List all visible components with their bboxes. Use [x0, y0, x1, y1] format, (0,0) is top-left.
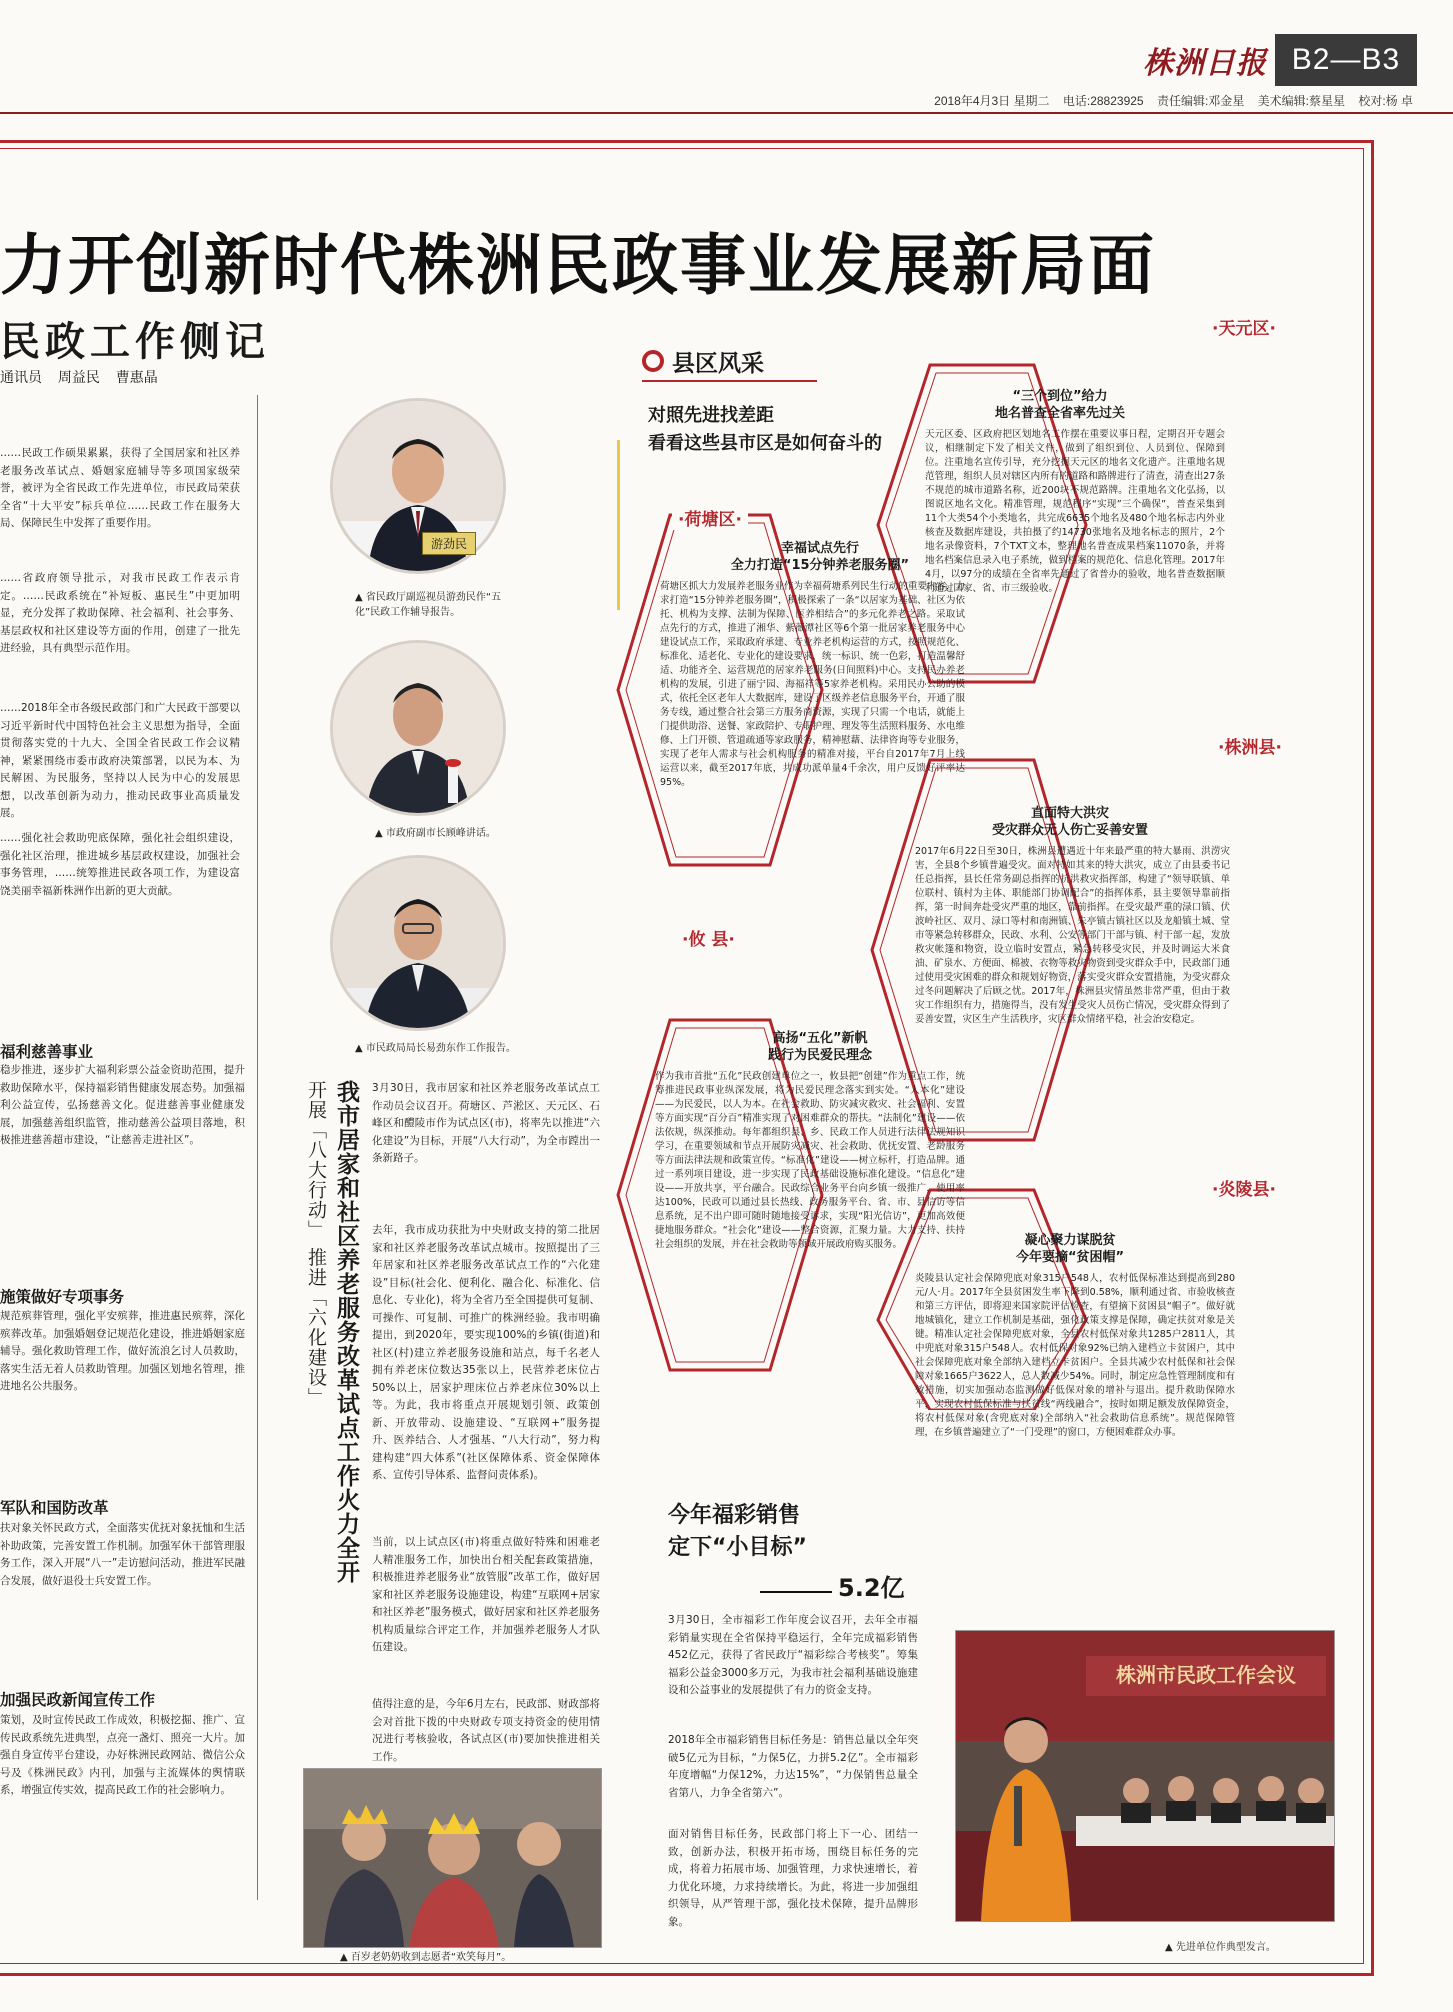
- lead-paragraph-4: ……强化社会救助兜底保障，强化社会组织建设，强化社区治理，推进城乡基层政权建设，加强社会事务管理，……统筹推进民政各项工作，为建设富饶美丽幸福新株洲作出新的更大贡献。: [0, 832, 240, 897]
- byline: [0, 367, 170, 387]
- section-heading-military: 军队和国防改革: [0, 1499, 109, 1517]
- portrait-caption-3: ▲ 市民政局局长易劲东作工作报告。: [355, 1043, 516, 1054]
- hex-body-tianyuan: 天元区委、区政府把区划地名工作摆在重要议事日程，定期召开专题会议，相继制定下发了相关文件，做到了组织到位、人员到位、保障到位。注重地名宣传引导，充分挖掘天元区的地名文化遗产。注重地名规范管理，组织人员对辖区内所有的道路和路牌进行了清查，清查出27条不规范的城市道路名称，近200块不规范路牌。注重地名文化弘扬，以图说区地名文化。精准管理，规范程序“实现”三个确保”，普查采集到11个大类54个小类地名，共完成6635个地名及480个地名标志内外业核查及数据库建设，共拍摄了约14730张地名及地名标志的照片，2个地名录像资料，7个TXT文本，整理地名普查成果档案11070条，并将地名档案信息录入电子系统，做到档案的规范化、信息化管理。2017年4月，以97分的成绩在全省率先通过了省普办的验收，地名普查数据顺利通过国家、省、市三级验收。: [925, 429, 1225, 594]
- byline-author-2: 曹惠晶: [115, 369, 158, 385]
- portrait-photo-1: [330, 398, 506, 574]
- portrait-illustration-2: [333, 643, 503, 813]
- hex-title-yanling-2: 今年要摘“贫困帽”: [1015, 1250, 1125, 1265]
- masthead-rule: [0, 112, 1453, 114]
- hex-title-tianyuan-1: “三个到位”给力: [1012, 389, 1108, 404]
- section-body-publicity: 策划，及时宣传民政工作成效，积极挖掘、推广、宣传民政系统先进典型，点亮一盏灯、照亮一大片。加强自身宣传平台建设，办好株洲民政网站、微信公众号及《株洲民政》内刊，加强与主流媒体的舆情联系，增强宣传实效，提高民政工作的社会影响力。: [0, 1714, 245, 1796]
- hex-title-zhuzhou-2: 受灾群众无人伤亡妥善安置: [991, 823, 1148, 838]
- hex-title-zhuzhou: [970, 805, 1170, 839]
- section-heading-affairs: 施策做好专项事务: [0, 1288, 125, 1306]
- tag-tianyuan: ·天元区·: [1206, 314, 1282, 339]
- hex-title-tianyuan-2: 地名普查全省率先过关: [994, 406, 1125, 421]
- main-headline: 力开创新时代株洲民政事业发展新局面: [0, 226, 1156, 304]
- tag-yanling: ·炎陵县·: [1206, 1175, 1282, 1200]
- portrait-caption-2: ▲ 市政府副市长顾峰讲话。: [375, 828, 496, 839]
- portrait-photo-3: [330, 855, 506, 1031]
- section-body-affairs: 规范殡葬管理，强化平安殡葬，推进惠民殡葬，深化殡葬改革。加强婚姻登记规范化建设，推进婚姻家庭辅导。强化救助管理工作，做好流浪乞讨人员救助，落实生活无着人员救助管理。加强区划地名管理，推进地名公共服务。: [0, 1310, 245, 1392]
- section-body-military: 扶对象关怀民政方式，全面落实优抚对象抚恤和生活补助政策，完善安置工作机制。加强军休干部管理服务工作，深入开展“八一”走访慰问活动，推进军民融合发展，做好退役士兵安置工作。: [0, 1522, 245, 1587]
- section-heading-publicity: 加强民政新闻宣传工作: [0, 1691, 156, 1709]
- vertical-subheadline: 开展「八大行动」 推进「六化建设」: [305, 1080, 327, 1408]
- tag-hetang: ·荷塘区·: [672, 505, 748, 530]
- hex-body-hetang: 荷塘区抓大力发展养老服务业作为幸福荷塘系列民生行动的重要内容，力求打造“15分钟养老服务圈”，积极探索了一条“以居家为基础、社区为依托、机构为支撑、法制为保障、医养相结合”的多元化养老之路。采取试点先行的方式，推进了湘华、紫薇潭社区等6个第一批居家养老服务中心建设试点工作，采取政府承建、专业养老机构运营的方式，按照规范化、标准化、适老化、专业化的建设要求，统一标识、统一色彩，打造温馨舒适、功能齐全、运营规范的居家养老服务(日间照料)中心。支持民办养老机构的发展，引进了丽宁园、海福祥等5家养老机构。采用民办公助的模式，依托全区老年人大数据库，建设了区级养老信息服务平台，开通了服务专线，通过整合社会第三方服务商资源，实现了只需一个电话，就能上门提供助浴、送餐、家政陪护、专职护理、理发等生活照料服务、水电维修、上门开锁、管道疏通等家政服务，精神慰藉、法律咨询等专业服务，实现了老年人需求与社会机构服务的精准对接，平台自2017年7月上线运营以来，截至2017年底，共成功派单量4千余次，用户反馈好评率达95%。: [660, 581, 965, 788]
- hex-title-hetang-2: 全力打造“15分钟养老服务圈”: [730, 558, 910, 573]
- issue-meta: [924, 92, 1413, 109]
- meeting-photo-caption: ▲ 先进单位作典型发言。: [1165, 1942, 1276, 1953]
- issue-art-editor: 美术编辑:蔡星星: [1257, 94, 1345, 108]
- newspaper-logo: 株洲日报: [1143, 46, 1267, 81]
- article-paragraph-3: 当前，以上试点区(市)将重点做好特殊和困难老人精准服务工作，加快出台相关配套政策措施，积极推进养老服务业“放管服”改革工作，做好居家和社区养老服务设施建设，构建“互联网+居家和社区养老”服务模式，做好居家和社区养老服务机构质量综合评定工作，并加强养老服务人才队伍建设。: [372, 1536, 600, 1653]
- article-paragraph-4: 值得注意的是，今年6月左右，民政部、财政部将会对首批下拨的中央财政专项支持资金的使用情况进行考核验收，各试点区(市)要加快推进相关工作。: [372, 1698, 600, 1763]
- lead-paragraph-2: ……省政府领导批示，对我市民政工作表示肯定。……民政系统在“补短板、惠民生”中更加明显，充分发挥了救助保障、社会福利、社会事务、基层政权和社区建设等方面的作用，创建了一批先进经验，具有典型示范作用。: [0, 572, 240, 654]
- issue-proofreader: 校对:杨 卓: [1358, 94, 1413, 108]
- column-divider-left: [257, 395, 258, 1900]
- lottery-amount-dash: [760, 1591, 832, 1593]
- sub-headline: 民政工作侧记: [0, 318, 270, 365]
- hex-title-hetang: [700, 540, 940, 574]
- portrait-illustration-3: [333, 858, 503, 1028]
- section-body-welfare: 稳步推进，逐步扩大福利彩票公益金资助范围，提升救助保障水平，保持福彩销售健康发展态势。加强福利公益宣传，弘扬慈善文化。促进慈善事业健康发展，加强慈善组织监管，推动慈善公益项目落地，积极推进慈善超市建设，“让慈善走进社区”。: [0, 1064, 245, 1146]
- issue-date: 2018年4月3日 星期二: [934, 94, 1050, 108]
- lottery-paragraph-3: 面对销售目标任务，民政部门将上下一心、团结一致，创新办法，积极开拓市场，围绕目标任务的完成，将着力拓展市场、加强管理，力求快速增长，着力优化环境，力求持续增长。为此，将进一步加强组织领导，从严管理干部，强化技术保障，提升品牌形象。: [668, 1828, 918, 1928]
- county-intro-line-2: 看看这些县市区是如何奋斗的: [648, 433, 882, 454]
- hex-title-youxian-1: 高扬“五化”新帆: [772, 1031, 868, 1046]
- lottery-amount-line: [760, 1568, 905, 1603]
- lottery-title-line-1: 今年福彩销售: [668, 1503, 801, 1528]
- hex-body-yanling: 炎陵县认定社会保障兜底对象315户548人，农村低保标准达到提高到280元/人·月。2017年全县贫困发生率下降到0.58%，顺利通过省、市验收核查和第三方评估，即将迎来国家院评估检查，有望摘下贫困县“帽子”。做好就地城镇化，建立工作机制是基础，强化政策支撑是保障，确定扶贫对象是关键。精准认定社会保障兜底对象，全县农村低保对象共1285户2811人，其中兜底对象315户548人。农村低保对象92%已纳入建档立卡贫困户，其中社会保障兜底对象全部纳入建档立卡贫困户。全县共减少农村低保和社会保障对象1665户3622人，总人数减少54%。同时，制定应急性管理制度和有效措施，切实加强动态监测做好低保对象的增补与退出。提升救助保障水平，实现农村低保标准与扶贫线“两线融合”，按时如期足额发放保障资金，将农村低保对象(含兜底对象)全部纳入“社会救助信息系统”。规范保障管理，在乡镇普遍建立了“一门受理”的窗口，方便困难群众办事。: [915, 1273, 1235, 1438]
- hex-body-youxian: 作为我市首批“五化”民政创建单位之一，攸县把“创建”作为重点工作，统筹推进民政事业纵深发展，将为民爱民理念落实到实处。“人本化”建设——为民爱民，以人为本。在社会救助、防灾减灾救灾、社会福利、安置等方面实现“百分百”精准实现了对困难群众的帮扶。“法制化”建设——依法依规，纵深推动。每年都组织县、乡、民政工作人员进行法律法规知识学习，在重要领域和节点开展防灾减灾、社会救助、优抚安置、老龄服务等方面法律法规和政策宣传。“标准化”建设——树立标杆，打造品牌。通过一系列项目建设，进一步实现了民政基础设施标准化建设。“信息化”建设——开放共享，平台融合。民政综合业务平台向乡镇一级推广，使用率达100%，民政可以通过县长热线、政务服务平台、省、市、县信访等信息系统，足不出户即可随时随地接受诉求，实现“阳光信访”，更加高效便捷地服务群众。“社会化”建设——整合资源，汇聚力量。大力支持、扶持社会组织的发展，并在社会救助等领域开展政府购买服务。: [655, 1071, 965, 1250]
- vertical-headline: 我市居家和社区养老服务改革试点工作火力全开: [333, 1080, 360, 1584]
- hex-title-yanling-1: 凝心聚力谋脱贫: [1024, 1233, 1116, 1248]
- section-heading-welfare: 福利慈善事业: [0, 1043, 94, 1061]
- hex-title-zhuzhou-1: 直面特大洪灾: [1030, 806, 1109, 821]
- hex-title-yanling: [970, 1232, 1170, 1266]
- lottery-paragraph-2: 2018年全市福彩销售目标任务是：销售总量以全年突破5亿元为目标，“力保5亿，力拼5.2亿”。全市福彩年度增幅“力保12%，力达15%”，“力保销售总量全省第八，力争全省第六”。: [668, 1734, 918, 1799]
- issue-phone: 电话:28823925: [1062, 94, 1144, 108]
- hex-title-tianyuan: [960, 388, 1160, 422]
- volunteer-photo-caption: ▲ 百岁老奶奶收到志愿者“欢笑每月”。: [340, 1952, 512, 1963]
- lottery-paragraph-1: 3月30日，全市福彩工作年度会议召开，去年全市福彩销量实现在全省保持平稳运行，全年完成福彩销售452亿元，获得了省民政厅“福彩综合考核奖”。筹集福彩公益金3000多万元，为我市社会福利基础设施建设和公益事业的发展提供了有力的资金支持。: [668, 1614, 918, 1696]
- volunteer-photo: [303, 1768, 602, 1948]
- byline-author-1: 周益民: [57, 369, 100, 385]
- portrait-caption-1: ▲ 省民政厅副巡视员游劲民作“五化”民政工作辅导报告。: [355, 592, 502, 618]
- portrait-illustration-1: [333, 401, 503, 571]
- lead-paragraph-1: ……民政工作硕果累累，获得了全国居家和社区养老服务改革试点、婚姻家庭辅导等多项国家级荣誉，被评为全省民政工作先进单位，市民政局荣获全省“十大平安”标兵单位……民政工作在服务大局、保障民生中发挥了重要作用。: [0, 447, 240, 529]
- article-paragraph-2: 去年，我市成功获批为中央财政支持的第二批居家和社区养老服务改革试点城市。按照提出了三年居家和社区养老服务改革试点工作的“六化建设”目标(社会化、便利化、融合化、标准化、信息化、专业化)，将为全省乃至全国提供可复制、可操作、可复制、可推广的株洲经验。我市明确提出，到2020年，要实现100%的乡镇(街道)和社区(村)建立养老服务设施和站点，每千名老人拥有养老床位数达35张以上，民营养老床位占50%以上，居家护理床位占养老床位30%以上等。为此，我市将重点开展规划引领、政策创新、开放带动、设施建设、“互联网+”服务提升、医养结合、人才强基、“八大行动”，努力构建构建“四大体系”(社区保障体系、资金保障体系、宣传引导体系、监督问责体系)。: [372, 1224, 600, 1481]
- hex-title-youxian-2: 践行为民爱民理念: [767, 1048, 872, 1063]
- article-paragraph-1: 3月30日，我市居家和社区养老服务改革试点工作动员会议召开。荷塘区、芦淞区、天元区、石峰区和醴陵市作为试点区(市)，将率先以推进“六化建设”为目标，开展“八大行动”，为全市蹚出一条新路子。: [372, 1082, 600, 1164]
- hex-body-zhuzhou: 2017年6月22日至30日，株洲县遭遇近十年来最严重的特大暴雨、洪涝灾害，全县8个乡镇普遍受灾。面对特如其来的特大洪灾，成立了由县委书记任总指挥，县长任常务副总指挥的抗洪救灾指挥部，构建了“领导联镇、单位联村、镇村为主体、职能部门协调配合”的指挥体系，县主要领导靠前指挥，第一时间奔赴受灾严重的地区，靠前指挥。在受灾最严重的渌口镇、伏波岭社区、双月、渌口等村和南洲镇、朱亭镇古镇社区以及龙船镇土城、堂市等紧急转移群众，民政、水利、公安等部门干部与镇、村干部一起，发放救灾帐篷和物资，设立临时安置点，紧急转移受灾民，并及时调运大米食油、矿泉水、方便面、棉被、衣物等救灾物资到受灾群众手中，民政部门通过使用受灾困难的群众和规划好物资，落实受灾群众安置措施，为受灾群众过冬问题解决了后顾之忧。2017年，株洲县灾情虽然非常严重，但由于救灾工作组织有力，措施得当，没有发生受灾人员伤亡情况，受灾群众得到了妥善安置，灾区生产生活秩序，灾区群众情绪平稳，社会治安稳定。: [915, 846, 1230, 1025]
- tag-youxian: ·攸 县·: [676, 925, 741, 950]
- lead-paragraph-3: ……2018年全市各级民政部门和广大民政干部要以习近平新时代中国特色社会主义思想为指导，全面贯彻落实党的十九大、全国全省民政工作会议精神，紧紧围绕市委市政府决策部署，以民为本、为民解困、为民服务，坚持以人民为中心的发展思想，以改革创新为动力，推动民政事业高质量发展。: [0, 702, 240, 819]
- portrait-name-tag: 游劲民: [422, 532, 476, 555]
- tag-zhuzhou: ·株洲县·: [1212, 733, 1288, 758]
- meeting-banner-text: 株洲市民政工作会议: [1116, 1663, 1296, 1687]
- byline-role: 通讯员: [0, 369, 42, 385]
- county-intro-line-1: 对照先进找差距: [648, 405, 774, 426]
- issue-editor: 责任编辑:邓金星: [1156, 94, 1245, 108]
- meeting-photo: [955, 1630, 1335, 1922]
- lottery-amount: 5.2亿: [838, 1574, 905, 1602]
- hex-title-hetang-1: 幸福试点先行: [780, 541, 859, 556]
- lottery-title-line-2: 定下“小目标”: [668, 1535, 807, 1560]
- hex-title-youxian: [720, 1030, 920, 1064]
- volunteer-photo-illustration: [304, 1769, 601, 1947]
- portrait-photo-2: [330, 640, 506, 816]
- county-section-title: 县区风采: [672, 351, 764, 377]
- page-number-badge: B2—B3: [1275, 34, 1417, 86]
